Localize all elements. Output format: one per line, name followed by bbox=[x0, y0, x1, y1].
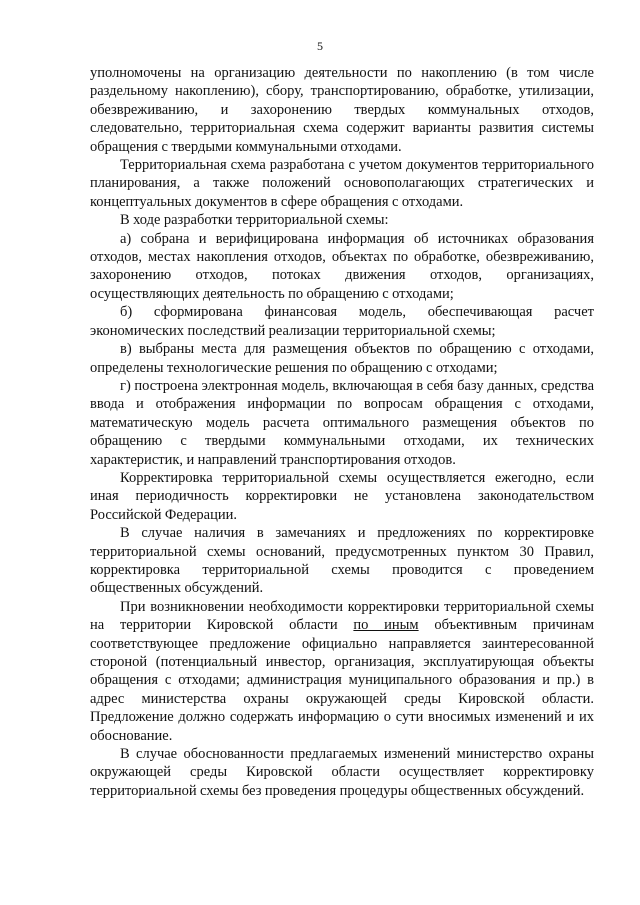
page-number: 5 bbox=[317, 39, 323, 53]
paragraph-development-intro: В ходе разработки территориальной схемы: bbox=[120, 212, 389, 229]
paragraph-correction-proposal bbox=[90, 598, 594, 745]
list-item-g: г) построена электронная модель, включающая в себя базу данных, средства ввода и отображения информации по вопросам обращения с отходами, математическую модель расчета оптимального размещения объектов по обращению с твердыми коммунальными отходами, их технических характеристик, и направлений транспортирования отходов. bbox=[90, 377, 594, 468]
paragraph-public-discussion: В случае наличия в замечаниях и предложениях по корректировке территориальной схемы оснований, предусмотренных пунктом 30 Правил, корректировка территориальной схемы проводится с проведением общественных обсуждений. bbox=[90, 525, 594, 597]
underlined-text: по иным bbox=[353, 617, 419, 634]
proposal-text-start: При возникновении необходимости корректировки территориальной схемы на территории Кировской области bbox=[90, 598, 594, 634]
paragraph-annual-correction: Корректировка территориальной схемы осуществляется ежегодно, если иная периодичность корректировки не установлена законодательством Российской Федерации. bbox=[90, 469, 594, 523]
list-item-b: б) сформирована финансовая модель, обеспечивающая расчет экономических последствий реализации территориальной схемы; bbox=[90, 304, 594, 339]
list-item-a: а) собрана и верифицирована информация об источниках образования отходов, местах накопления отходов, объектах по обработке, обезвреживанию, захоронению отходов, потоках движения отходов, организациях, осуществляющих деятельность по обращению с отходами; bbox=[90, 230, 594, 302]
paragraph-development-basis: Территориальная схема разработана с учетом документов территориального планирования, а также положений основополагающих стратегических и концептуальных документов в сфере обращения с отходами. bbox=[90, 157, 594, 210]
paragraph-continuation: уполномочены на организацию деятельности по накоплению (в том числе раздельному накоплению), сбору, транспортированию, обработке, утилизации, обезвреживанию, и захоронению твердых коммунальных отходов, следовательно, территориальная схема содержит варианты развития системы обращения с твердыми коммунальными отходами. bbox=[90, 65, 594, 155]
paragraph-ministry-correction: В случае обоснованности предлагаемых изменений министерство охраны окружающей среды Кировской области осуществляет корректировку территориальной схемы без проведения процедуры общественных обсуждений. bbox=[90, 746, 594, 799]
proposal-text-end: объективным причинам соответствующее предложение официально направляется заинтересованной стороной (потенциальный инвестор, организация, эксплуатирующая объекты обращения с отходами; администрация муниципального образования и пр.) в адрес министерства охраны окружающей среды Кировской области. Предложение должно содержать информацию о сути вносимых изменений и их обоснование. bbox=[90, 617, 595, 744]
list-item-v: в) выбраны места для размещения объектов по обращению с отходами, определены технологические решения по обращению с отходами; bbox=[90, 341, 594, 376]
document-body bbox=[90, 64, 594, 800]
